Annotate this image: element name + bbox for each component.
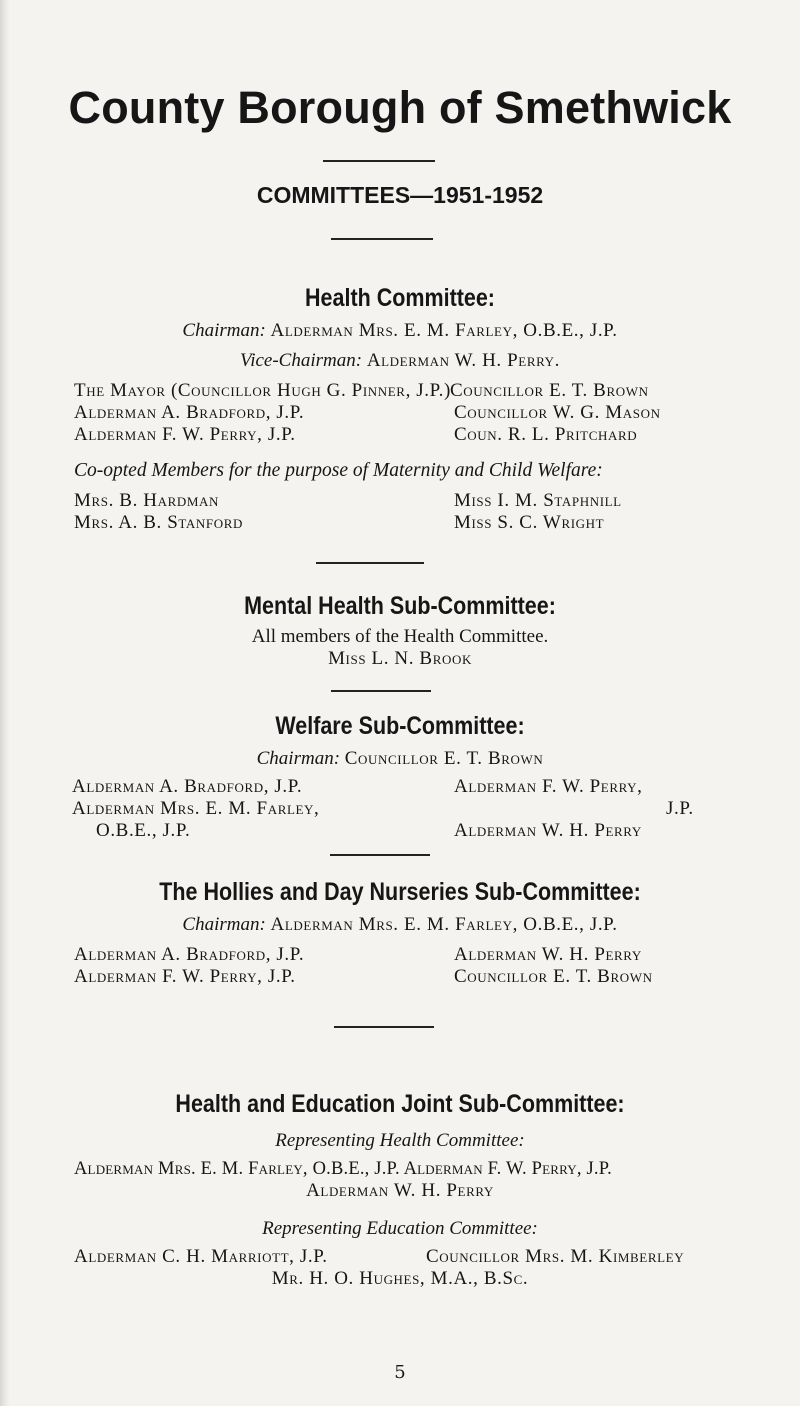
- chairman-name: Alderman Mrs. E. M. Farley, O.B.E., J.P.: [270, 320, 618, 341]
- member-left: O.B.E., J.P.: [96, 820, 191, 841]
- member-left: Alderman A. Bradford, J.P.: [74, 944, 305, 965]
- divider: [330, 854, 430, 856]
- section-heading: Health and Education Joint Sub-Committee:: [175, 1090, 625, 1118]
- divider: [331, 238, 433, 240]
- vice-chairman-name: Alderman W. H. Perry.: [366, 350, 560, 371]
- chairman-line: [0, 914, 800, 936]
- member-left: Alderman F. W. Perry, J.P.: [74, 966, 296, 987]
- divider: [323, 160, 435, 162]
- chairman-line: [0, 748, 800, 770]
- member-right: Coun. R. L. Pritchard: [454, 424, 638, 445]
- divider: [334, 1026, 434, 1028]
- coopted-member-left: Mrs. B. Hardman: [74, 490, 219, 511]
- divider: [316, 562, 424, 564]
- member-left: Alderman F. W. Perry, J.P.: [74, 424, 296, 445]
- chairman-name: Councillor E. T. Brown: [344, 748, 544, 769]
- vice-chairman-line: [0, 350, 800, 372]
- member-left: Alderman Mrs. E. M. Farley,: [72, 798, 320, 819]
- section-heading: Mental Health Sub-Committee:: [244, 592, 556, 620]
- member-left: Alderman A. Bradford, J.P.: [72, 776, 303, 797]
- page-subtitle: COMMITTEES—1951-1952: [256, 182, 544, 208]
- mental-health-member: Miss L. N. Brook: [328, 648, 472, 669]
- section-heading: Welfare Sub-Committee:: [275, 712, 525, 740]
- education-representation-label: Representing Education Committee:: [262, 1218, 538, 1239]
- chairman-label: Chairman:: [182, 320, 266, 341]
- member-left: The Mayor (Councillor Hugh G. Pinner, J.P.): [74, 380, 451, 401]
- vice-chairman-label: Vice-Chairman:: [240, 350, 363, 371]
- health-representation-label: Representing Health Committee:: [275, 1130, 525, 1151]
- page-title: County Borough of Smethwick: [68, 82, 732, 133]
- member-right: Alderman F. W. Perry,: [454, 776, 643, 797]
- chairman-line: [0, 320, 800, 342]
- coopted-member-right: Miss S. C. Wright: [454, 512, 605, 533]
- member-right: Alderman W. H. Perry: [454, 944, 642, 965]
- chairman-label: Chairman:: [256, 748, 341, 769]
- coopted-member-left: Mrs. A. B. Stanford: [74, 512, 243, 533]
- chairman-label: Chairman:: [182, 914, 266, 935]
- member-right: Alderman W. H. Perry: [454, 820, 642, 841]
- divider: [331, 690, 431, 692]
- mental-health-line: All members of the Health Committee.: [251, 626, 549, 647]
- member-right: Councillor E. T. Brown: [454, 966, 653, 987]
- education-representative-left: Alderman C. H. Marriott, J.P.: [74, 1246, 328, 1267]
- member-right: J.P.: [666, 798, 694, 819]
- section-heading: The Hollies and Day Nurseries Sub-Committee:: [159, 878, 641, 906]
- education-representative: Mr. H. O. Hughes, M.A., B.Sc.: [271, 1268, 529, 1289]
- coopted-label: Co-opted Members for the purpose of Maternity and Child Welfare:: [74, 460, 603, 481]
- member-right: Councillor W. G. Mason: [454, 402, 661, 423]
- chairman-name: Alderman Mrs. E. M. Farley, O.B.E., J.P.: [270, 914, 618, 935]
- member-right: Councillor E. T. Brown: [450, 380, 649, 401]
- page-number: 5: [394, 1362, 406, 1383]
- member-left: Alderman A. Bradford, J.P.: [74, 402, 305, 423]
- section-heading: Health Committee:: [305, 284, 495, 312]
- education-representative-right: Councillor Mrs. M. Kimberley: [426, 1246, 685, 1267]
- health-representatives: Alderman Mrs. E. M. Farley, O.B.E., J.P. Alderman F. W. Perry, J.P.: [74, 1159, 612, 1179]
- health-representative: Alderman W. H. Perry: [306, 1180, 494, 1201]
- coopted-member-right: Miss I. M. Staphnill: [454, 490, 622, 511]
